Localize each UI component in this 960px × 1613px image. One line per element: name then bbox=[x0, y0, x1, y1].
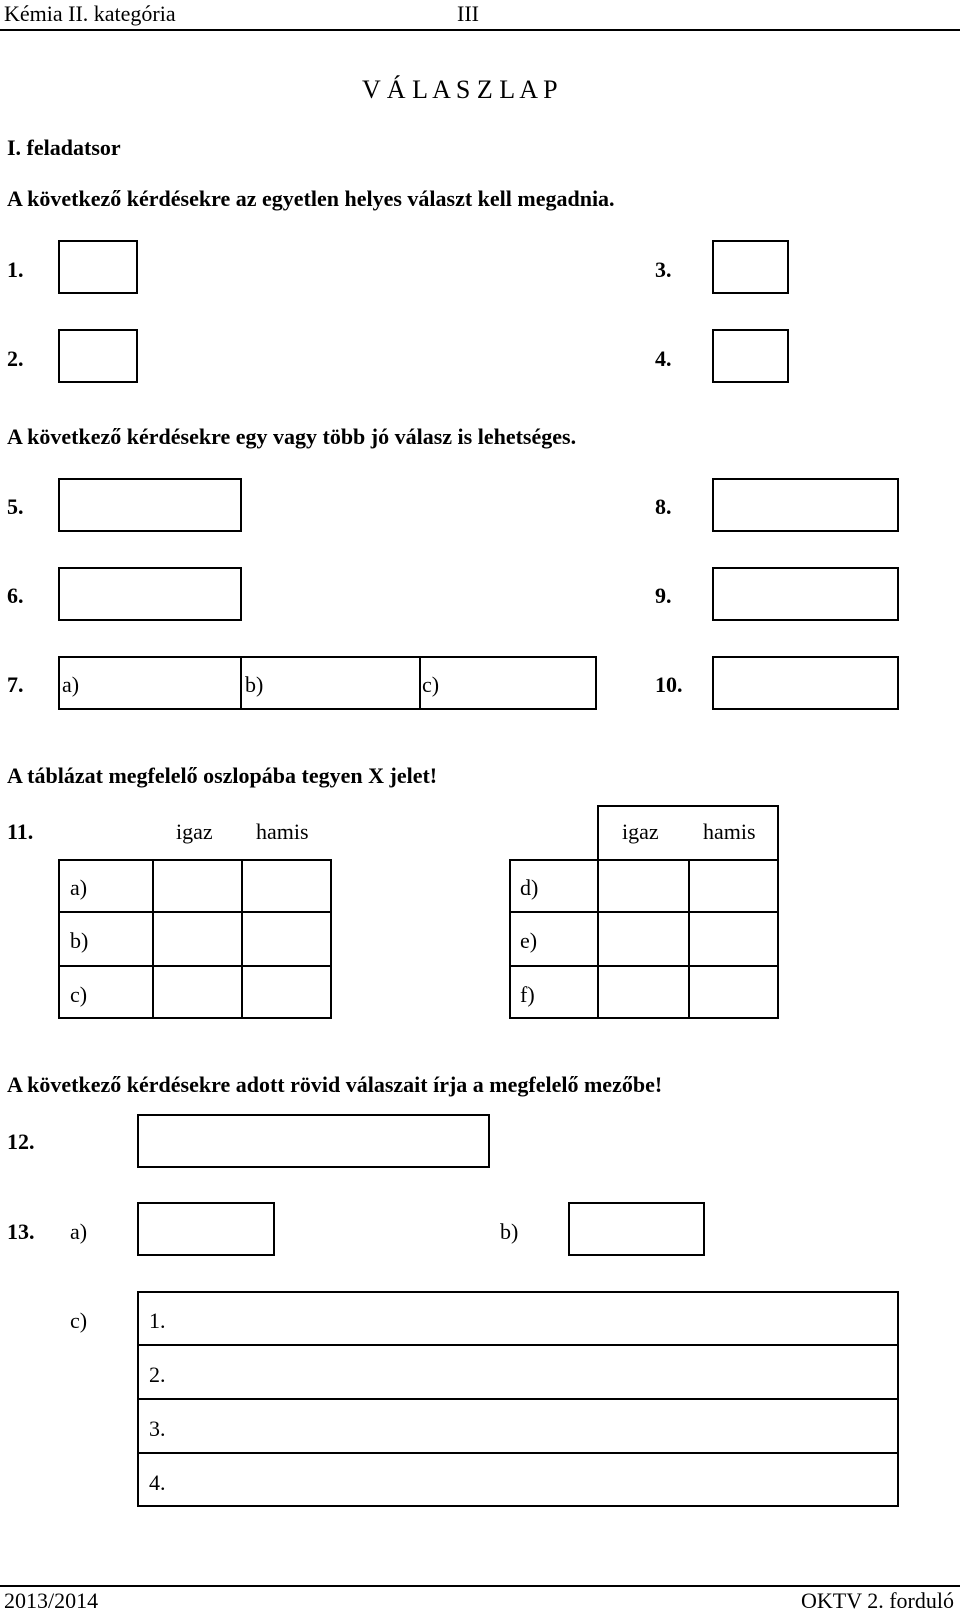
right-table-cell-d-true[interactable] bbox=[599, 861, 687, 910]
page-title: V Á L A S Z L A P bbox=[362, 75, 558, 104]
answer-13c-item-1: 1. bbox=[149, 1308, 166, 1333]
footer-round: OKTV 2. forduló bbox=[801, 1588, 954, 1613]
question-13-part-c: c) bbox=[70, 1308, 88, 1333]
question-10-label: 10. bbox=[655, 672, 683, 697]
right-table-header-false: hamis bbox=[703, 819, 756, 844]
right-table-cell-d-false[interactable] bbox=[690, 861, 777, 910]
footer-rule bbox=[0, 1585, 960, 1587]
left-table-cell-b-false[interactable] bbox=[243, 913, 330, 964]
instruction-single-answer: A következő kérdésekre az egyetlen helyes választ kell megadnia. bbox=[7, 186, 615, 211]
left-table-cell-c-true[interactable] bbox=[154, 967, 240, 1017]
question-12-label: 12. bbox=[7, 1129, 35, 1154]
header-rule bbox=[0, 29, 960, 31]
answer-box-7-divider-1 bbox=[240, 656, 242, 710]
right-table-cell-f-true[interactable] bbox=[599, 967, 687, 1017]
answer-box-9[interactable] bbox=[712, 567, 899, 621]
answer-box-10[interactable] bbox=[712, 656, 899, 710]
instruction-table: A táblázat megfelelő oszlopába tegyen X jelet! bbox=[7, 763, 438, 788]
right-table-row-e: e) bbox=[520, 928, 538, 953]
header-round: III bbox=[457, 1, 479, 26]
answer-box-7[interactable] bbox=[58, 656, 597, 710]
answer-13c-row-divider-2 bbox=[137, 1398, 899, 1400]
answer-box-5[interactable] bbox=[58, 478, 242, 532]
answer-box-12[interactable] bbox=[137, 1114, 490, 1168]
question-3-label: 3. bbox=[655, 257, 672, 282]
instruction-multiple-answers: A következő kérdésekre egy vagy több jó válasz is lehetséges. bbox=[7, 424, 577, 449]
right-table-row-d: d) bbox=[520, 875, 539, 900]
answer-13c-item-2: 2. bbox=[149, 1362, 166, 1387]
right-table-row-f: f) bbox=[520, 982, 535, 1007]
question-13-label: 13. bbox=[7, 1219, 35, 1244]
answer-box-4[interactable] bbox=[712, 329, 789, 383]
question-11-label: 11. bbox=[7, 819, 34, 844]
section-heading: I. feladatsor bbox=[7, 135, 121, 160]
right-table-header-true: igaz bbox=[622, 819, 659, 844]
answer-13c-item-4: 4. bbox=[149, 1470, 166, 1495]
answer-box-8[interactable] bbox=[712, 478, 899, 532]
right-table-cell-e-false[interactable] bbox=[690, 913, 777, 964]
answer-box-2[interactable] bbox=[58, 329, 138, 383]
left-table-row-b: b) bbox=[70, 928, 89, 953]
answer-box-7-divider-2 bbox=[419, 656, 421, 710]
question-13-part-a: a) bbox=[70, 1219, 88, 1244]
question-6-label: 6. bbox=[7, 583, 24, 608]
question-7-part-c: c) bbox=[422, 672, 440, 697]
answer-13c-row-divider-3 bbox=[137, 1452, 899, 1454]
question-7-label: 7. bbox=[7, 672, 24, 697]
left-table-cell-a-true[interactable] bbox=[154, 861, 240, 910]
answer-13c-item-3: 3. bbox=[149, 1416, 166, 1441]
question-1-label: 1. bbox=[7, 257, 24, 282]
footer-year: 2013/2014 bbox=[4, 1588, 99, 1613]
question-5-label: 5. bbox=[7, 494, 24, 519]
answer-box-3[interactable] bbox=[712, 240, 789, 294]
question-13-part-b: b) bbox=[500, 1219, 519, 1244]
question-2-label: 2. bbox=[7, 346, 24, 371]
question-7-part-a: a) bbox=[62, 672, 80, 697]
answer-box-13a[interactable] bbox=[137, 1202, 275, 1256]
left-table-row-a: a) bbox=[70, 875, 88, 900]
right-table-cell-f-false[interactable] bbox=[690, 967, 777, 1017]
left-table-row-c: c) bbox=[70, 982, 88, 1007]
question-8-label: 8. bbox=[655, 494, 672, 519]
instruction-short-answers: A következő kérdésekre adott rövid válaszait írja a megfelelő mezőbe! bbox=[7, 1072, 663, 1097]
question-7-part-b: b) bbox=[245, 672, 264, 697]
left-table-cell-c-false[interactable] bbox=[243, 967, 330, 1017]
header-category: Kémia II. kategória bbox=[4, 1, 176, 26]
right-table-cell-e-true[interactable] bbox=[599, 913, 687, 964]
left-table-cell-b-true[interactable] bbox=[154, 913, 240, 964]
left-table-header-false: hamis bbox=[256, 819, 309, 844]
left-table-cell-a-false[interactable] bbox=[243, 861, 330, 910]
answer-box-13b[interactable] bbox=[568, 1202, 705, 1256]
question-4-label: 4. bbox=[655, 346, 672, 371]
question-9-label: 9. bbox=[655, 583, 672, 608]
answer-box-6[interactable] bbox=[58, 567, 242, 621]
left-table-header-true: igaz bbox=[176, 819, 213, 844]
answer-box-1[interactable] bbox=[58, 240, 138, 294]
answer-13c-row-divider-1 bbox=[137, 1344, 899, 1346]
